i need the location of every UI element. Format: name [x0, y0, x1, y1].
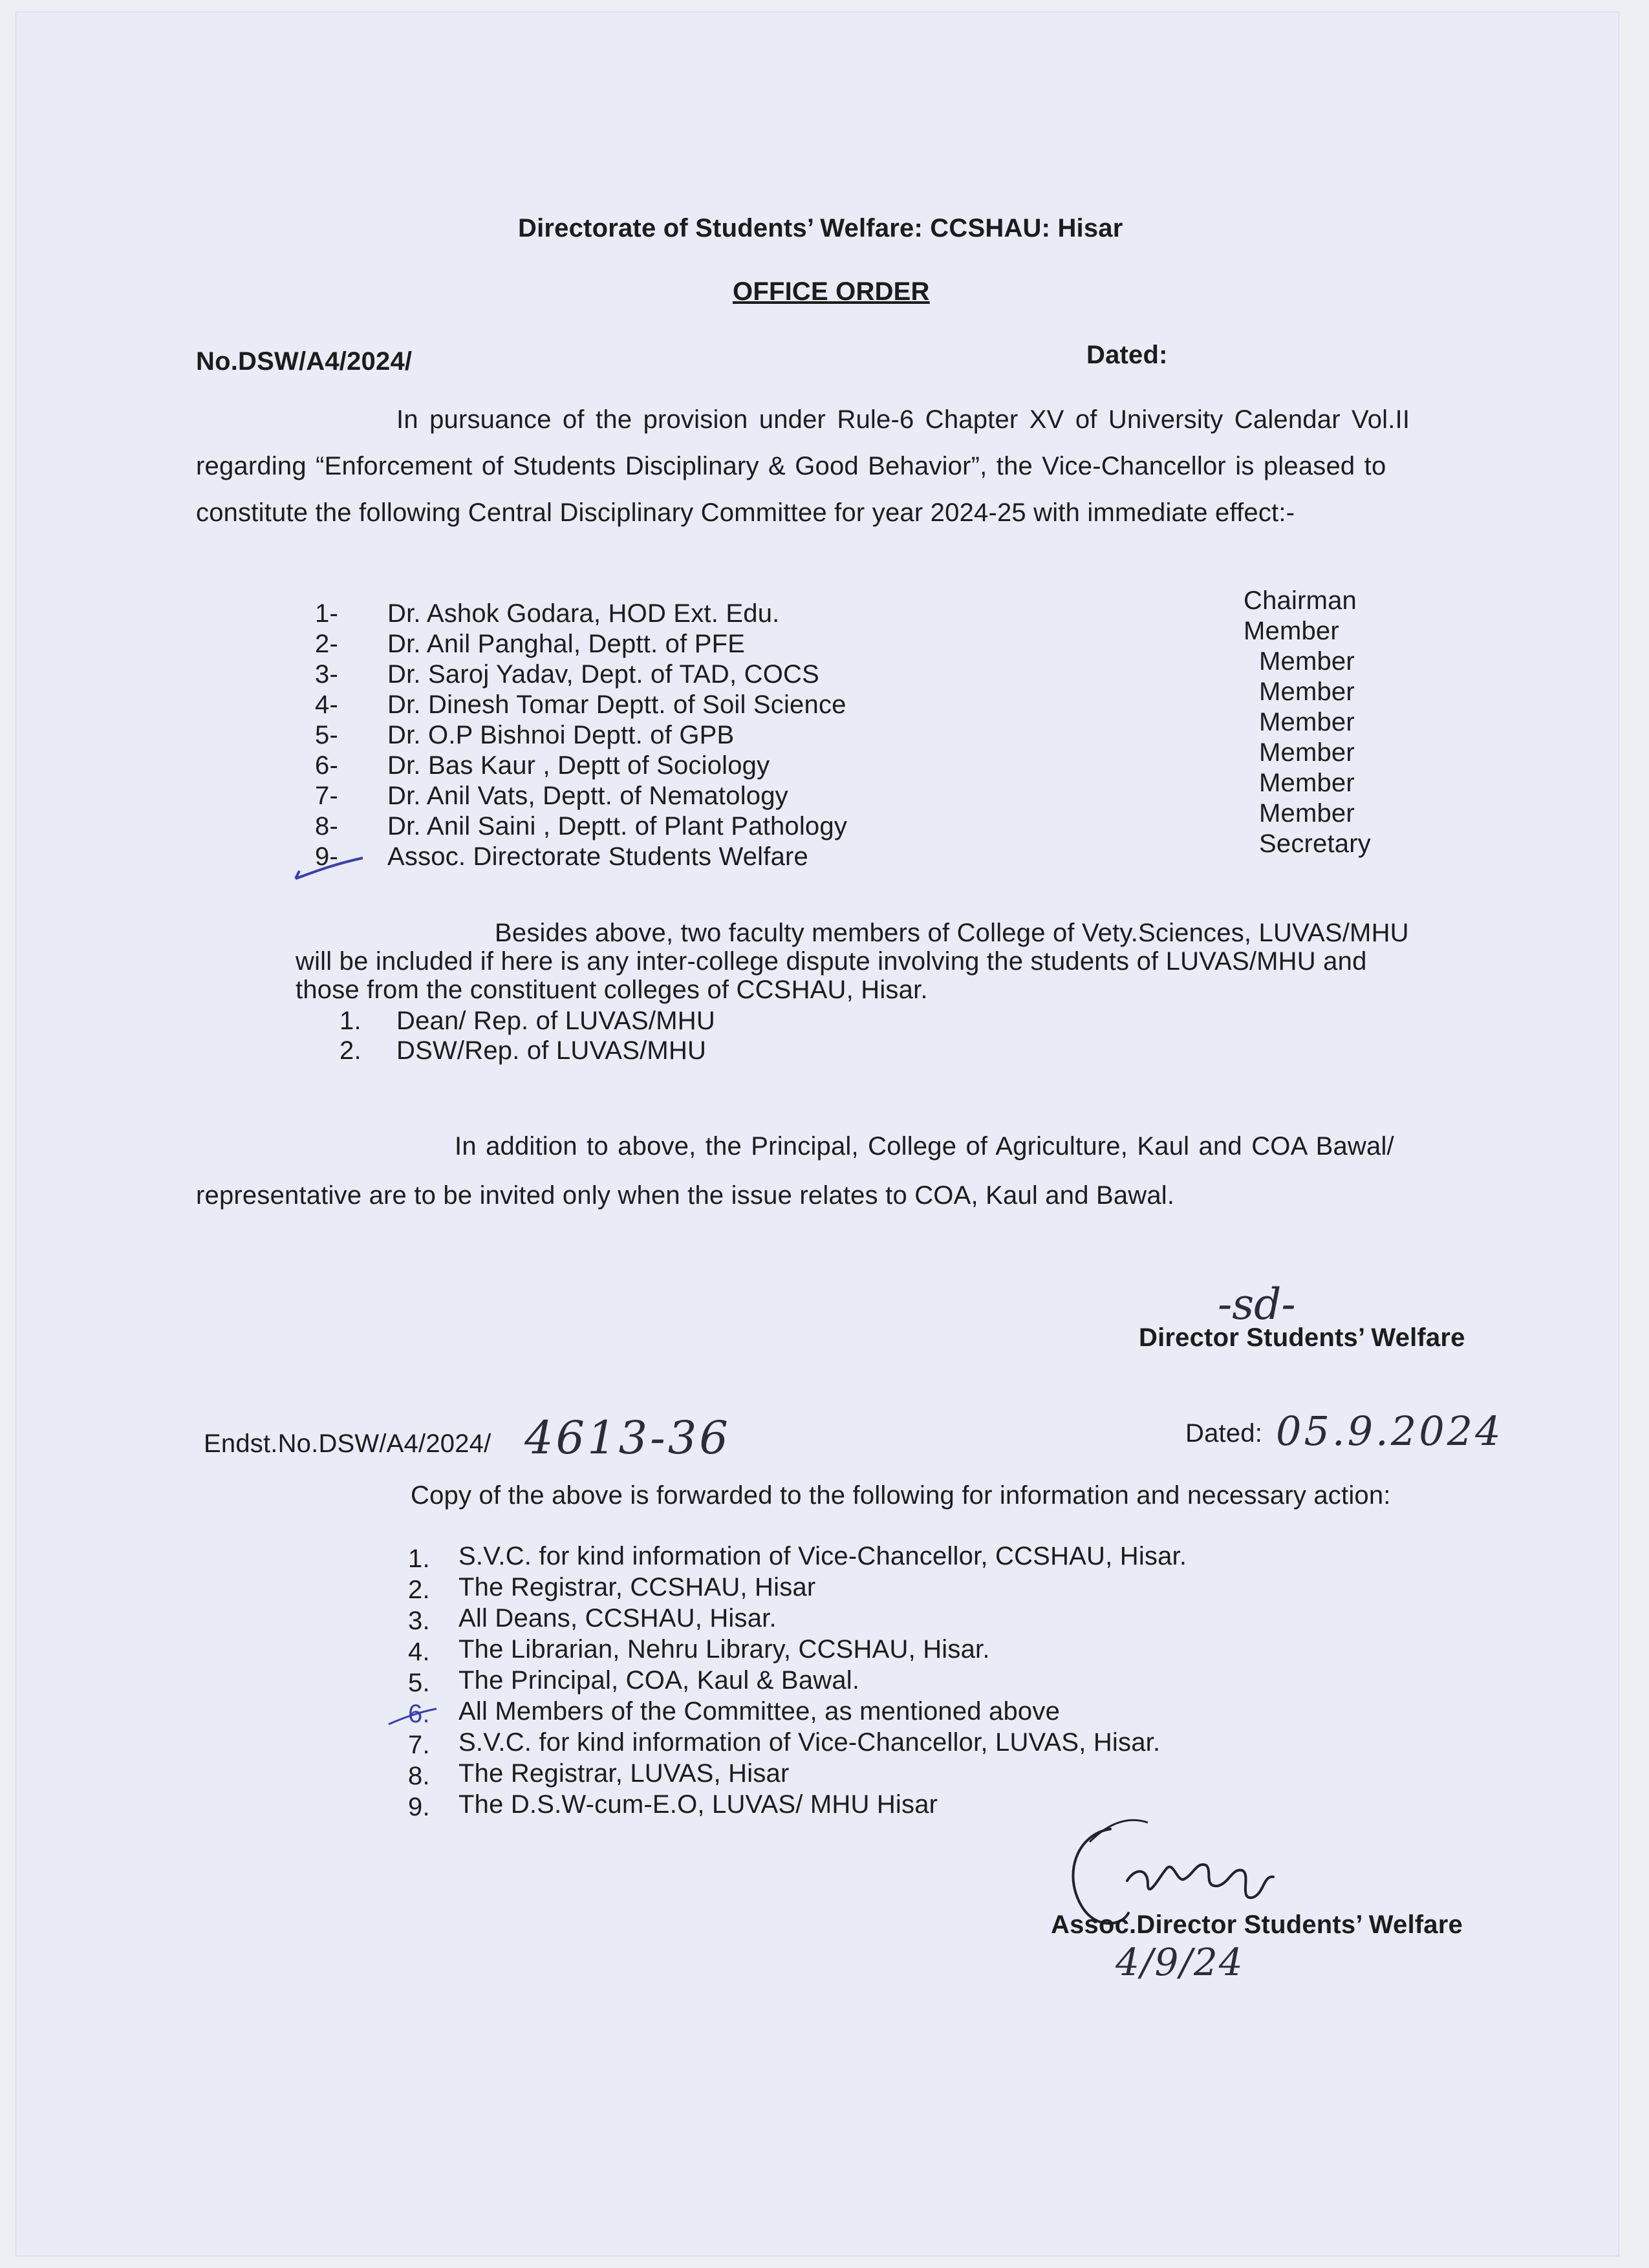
- office-order-title: OFFICE ORDER: [733, 277, 930, 306]
- directorate-title: Directorate of Students’ Welfare: CCSHAU: Hisar: [518, 214, 1123, 242]
- copy-item-text: All Members of the Committee, as mentioned above: [458, 1697, 1061, 1726]
- committee-number: 3-: [315, 660, 338, 689]
- besides-item-number: 2.: [339, 1036, 361, 1065]
- committee-number: 9-: [315, 842, 338, 871]
- besides-line-2: will be included if here is any inter-college dispute involving the students of LUVAS/MHU and: [296, 947, 1367, 976]
- copy-item-number: 1.: [408, 1545, 430, 1573]
- copy-item-text: S.V.C. for kind information of Vice-Chancellor, LUVAS, Hisar.: [458, 1728, 1161, 1757]
- committee-role: Member: [1259, 708, 1355, 736]
- committee-role: Member: [1259, 647, 1355, 676]
- besides-line-3: those from the constituent colleges of CCSHAU, Hisar.: [296, 976, 928, 1004]
- committee-name: Dr. Anil Vats, Deptt. of Nematology: [387, 782, 788, 810]
- director-title: Director Students’ Welfare: [1139, 1323, 1465, 1352]
- copy-item-text: The D.S.W-cum-E.O, LUVAS/ MHU Hisar: [458, 1790, 938, 1819]
- copy-item-number: 7.: [408, 1731, 430, 1759]
- committee-name: Dr. Saroj Yadav, Dept. of TAD, COCS: [387, 660, 819, 689]
- committee-name: Dr. Bas Kaur , Deptt of Sociology: [387, 751, 770, 780]
- intro-line-3: constitute the following Central Disciplinary Committee for year 2024-25 with immediate effect:-: [196, 498, 1295, 527]
- copy-item-text: The Librarian, Nehru Library, CCSHAU, Hisar.: [458, 1635, 990, 1664]
- assoc-director-title: Assoc.Director Students’ Welfare: [1051, 1910, 1463, 1939]
- signature-date-handwritten: 4/9/24: [1116, 1940, 1244, 1984]
- committee-role: Member: [1259, 678, 1355, 706]
- committee-number: 4-: [315, 690, 338, 719]
- copy-item-number: 3.: [408, 1607, 430, 1635]
- endorsement-number: Endst.No.DSW/A4/2024/: [204, 1429, 491, 1458]
- committee-name: Assoc. Directorate Students Welfare: [387, 842, 808, 871]
- besides-item-text: Dean/ Rep. of LUVAS/MHU: [396, 1007, 715, 1035]
- committee-number: 7-: [315, 782, 338, 810]
- committee-name: Dr. Anil Panghal, Deptt. of PFE: [387, 630, 746, 658]
- committee-name: Dr. Anil Saini , Deptt. of Plant Pathology: [387, 812, 848, 840]
- committee-role: Member: [1259, 738, 1355, 767]
- endorsement-number-handwritten: 4613-36: [524, 1411, 731, 1464]
- copy-item-text: S.V.C. for kind information of Vice-Chancellor, CCSHAU, Hisar.: [458, 1542, 1187, 1570]
- committee-name: Dr. Ashok Godara, HOD Ext. Edu.: [387, 599, 780, 628]
- addition-line-1: In addition to above, the Principal, College of Agriculture, Kaul and COA Bawal/: [455, 1132, 1394, 1161]
- pen-tick-mark: [387, 1705, 439, 1731]
- addition-line-2: representative are to be invited only when the issue relates to COA, Kaul and Bawal.: [196, 1181, 1175, 1210]
- copy-item-number: 4.: [408, 1638, 430, 1666]
- pen-tick-mark: [294, 853, 365, 885]
- besides-line-1: Besides above, two faculty members of College of Vety.Sciences, LUVAS/MHU: [495, 919, 1409, 947]
- copy-item-text: The Registrar, LUVAS, Hisar: [458, 1759, 790, 1788]
- committee-role: Chairman: [1244, 586, 1357, 615]
- committee-role: Member: [1259, 799, 1355, 828]
- order-number: No.DSW/A4/2024/: [196, 347, 413, 376]
- copy-item-number: 6.: [408, 1700, 430, 1728]
- document-sheet: [16, 12, 1619, 2256]
- copy-item-text: The Principal, COA, Kaul & Bawal.: [458, 1666, 860, 1695]
- intro-line-2: regarding “Enforcement of Students Disciplinary & Good Behavior”, the Vice-Chancellor is pleased to: [196, 452, 1386, 480]
- copy-item-number: 8.: [408, 1762, 430, 1790]
- copy-item-number: 5.: [408, 1669, 430, 1697]
- copy-forward-intro: Copy of the above is forwarded to the following for information and necessary action:: [411, 1481, 1391, 1510]
- committee-number: 5-: [315, 721, 338, 749]
- copy-item-number: 2.: [408, 1576, 430, 1604]
- committee-role: Member: [1244, 617, 1339, 645]
- committee-number: 1-: [315, 599, 338, 628]
- committee-name: Dr. O.P Bishnoi Deptt. of GPB: [387, 721, 735, 749]
- copy-item-number: 9.: [408, 1793, 430, 1821]
- besides-item-text: DSW/Rep. of LUVAS/MHU: [396, 1036, 707, 1065]
- endorsement-date-handwritten: 05.9.2024: [1276, 1407, 1503, 1455]
- intro-line-1: In pursuance of the provision under Rule-6 Chapter XV of University Calendar Vol.II: [396, 405, 1410, 434]
- committee-name: Dr. Dinesh Tomar Deptt. of Soil Science: [387, 690, 846, 719]
- copy-item-text: The Registrar, CCSHAU, Hisar: [458, 1573, 816, 1601]
- copy-item-text: All Deans, CCSHAU, Hisar.: [458, 1604, 777, 1632]
- besides-item-number: 1.: [339, 1007, 361, 1035]
- order-dated-label: Dated:: [1086, 341, 1168, 369]
- committee-number: 8-: [315, 812, 338, 840]
- committee-role: Member: [1259, 769, 1355, 797]
- endorsement-dated-label: Dated:: [1185, 1419, 1263, 1448]
- committee-role: Secretary: [1259, 829, 1371, 858]
- committee-number: 6-: [315, 751, 338, 780]
- committee-number: 2-: [315, 630, 338, 658]
- sd-handwritten: -sd-: [1218, 1279, 1296, 1329]
